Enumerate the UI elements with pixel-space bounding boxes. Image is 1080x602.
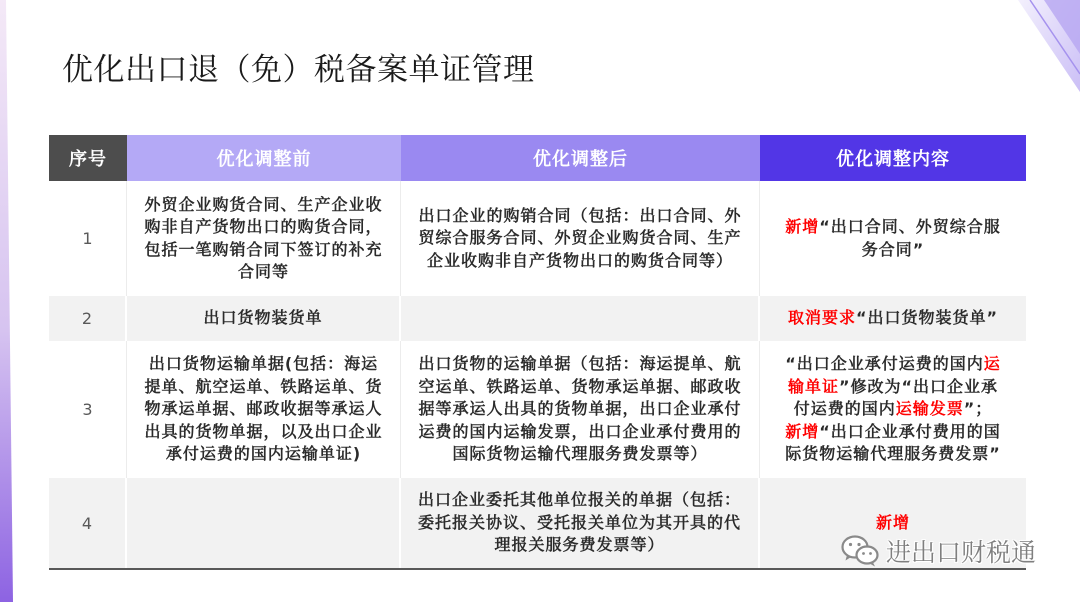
text-segment: “出口合同、外贸综合服 bbox=[819, 217, 1001, 236]
text-line: 贸综合服务合同、外贸企业购货合同、生产 bbox=[418, 228, 742, 248]
comparison-table bbox=[49, 135, 1026, 570]
text-line: 企业收购非自产货物出口的购货合同等） bbox=[426, 250, 733, 270]
cell-after bbox=[401, 478, 760, 568]
serial-number: 2 bbox=[81, 309, 93, 328]
cell-change bbox=[760, 181, 1026, 296]
text-line: 承付运费的国内运输单证) bbox=[165, 444, 362, 464]
text-line: 外贸企业购货合同、生产企业收 bbox=[144, 194, 383, 214]
text-line: 出口货物的运输单据（包括：海运提单、航 bbox=[418, 354, 742, 374]
text-line bbox=[785, 443, 1001, 466]
text-line: 物承运单据、邮政收据等承运人 bbox=[144, 399, 383, 419]
cell-before bbox=[127, 181, 401, 296]
header-before-adjustment: 优化调整前 bbox=[127, 135, 401, 181]
wechat-eye bbox=[869, 552, 872, 555]
text-line: 委托报关协议、受托报关单位为其开具的代 bbox=[417, 512, 741, 532]
text-line: 国际货物运输代理服务费发票等） bbox=[452, 444, 708, 464]
text-line: 空运单、铁路运单、货物承运单据、邮政收 bbox=[418, 376, 742, 396]
text-line: 出口企业的购销合同（包括：出口合同、外 bbox=[418, 205, 742, 225]
cell-change bbox=[760, 341, 1026, 478]
cell-serial-number bbox=[49, 296, 127, 341]
cell-serial-number bbox=[49, 478, 127, 568]
text-segment: 运 bbox=[983, 354, 1001, 374]
text-segment: 新增 bbox=[785, 421, 820, 441]
text-segment: 际货物运输代理服务费发票” bbox=[785, 444, 1001, 464]
page-title: 优化出口退（免）税备案单证管理 bbox=[62, 52, 535, 88]
text-segment: 付运费的国内 bbox=[793, 399, 896, 419]
serial-number: 3 bbox=[82, 400, 93, 419]
cell-after bbox=[401, 181, 760, 296]
text-segment: 取消要求 bbox=[787, 308, 856, 328]
text-line bbox=[785, 353, 1001, 376]
text-line bbox=[794, 398, 993, 421]
watermark bbox=[840, 532, 1036, 570]
text-segment: 务合同” bbox=[861, 239, 925, 259]
header-serial-number: 序号 bbox=[49, 135, 127, 181]
text-line bbox=[788, 307, 998, 330]
cell-after bbox=[401, 341, 760, 478]
text-segment: “出口企业承付运费的国内 bbox=[785, 354, 984, 374]
text-line: 理报关服务费发票等） bbox=[494, 535, 665, 555]
text-line bbox=[785, 216, 1001, 239]
left-accent-stripe bbox=[0, 0, 13, 602]
cell-change bbox=[760, 296, 1026, 341]
text-line: 据等承运人出具的货物单据，出口企业承付 bbox=[418, 399, 742, 419]
wechat-bubble-small bbox=[857, 547, 878, 564]
text-line bbox=[788, 376, 998, 399]
wechat-eye bbox=[849, 543, 852, 546]
serial-number: 4 bbox=[81, 513, 93, 533]
text-line: 出具的货物单据，以及出口企业 bbox=[144, 421, 383, 441]
cell-before bbox=[127, 478, 401, 568]
wechat-eye bbox=[857, 543, 860, 546]
text-segment: 新增 bbox=[875, 512, 910, 532]
text-line bbox=[876, 512, 910, 535]
header-adjustment-content: 优化调整内容 bbox=[760, 135, 1026, 181]
cell-before bbox=[127, 341, 401, 478]
text-line: 运费的国内运输发票，出口企业承付费用的 bbox=[418, 421, 742, 441]
cell-serial-number bbox=[49, 341, 127, 478]
watermark-text: 进出口财税通 bbox=[886, 538, 1037, 567]
wechat-icon bbox=[840, 534, 880, 568]
text-segment: 输单证 bbox=[787, 376, 839, 396]
text-line: 出口企业委托其他单位报关的单据（包括： bbox=[417, 490, 741, 510]
text-segment: ”； bbox=[963, 399, 993, 419]
cell-before bbox=[127, 296, 401, 341]
cell-serial-number bbox=[49, 181, 127, 296]
text-segment: ”修改为“出口企业承 bbox=[838, 376, 999, 396]
text-segment: 运输发票 bbox=[895, 399, 964, 419]
text-line bbox=[785, 421, 1001, 444]
text-line: 合同等 bbox=[237, 262, 289, 281]
text-segment: “出口企业承付费用的国 bbox=[819, 421, 1001, 441]
text-line: 包括一笔购销合同下签订的补充 bbox=[144, 239, 383, 259]
text-line bbox=[862, 239, 925, 262]
text-line: 出口货物装货单 bbox=[203, 308, 323, 328]
text-line: 购非自产货物出口的购货合同， bbox=[144, 217, 383, 236]
wechat-eye bbox=[862, 552, 865, 555]
header-after-adjustment: 优化调整后 bbox=[401, 135, 760, 181]
text-segment: “出口货物装货单” bbox=[855, 308, 999, 328]
text-line: 出口货物运输单据(包括：海运 bbox=[148, 354, 379, 374]
cell-after bbox=[401, 296, 760, 341]
text-line: 提单、航空运单、铁路运单、货 bbox=[144, 376, 383, 396]
serial-number: 1 bbox=[82, 229, 93, 248]
text-segment: 新增 bbox=[785, 217, 820, 236]
